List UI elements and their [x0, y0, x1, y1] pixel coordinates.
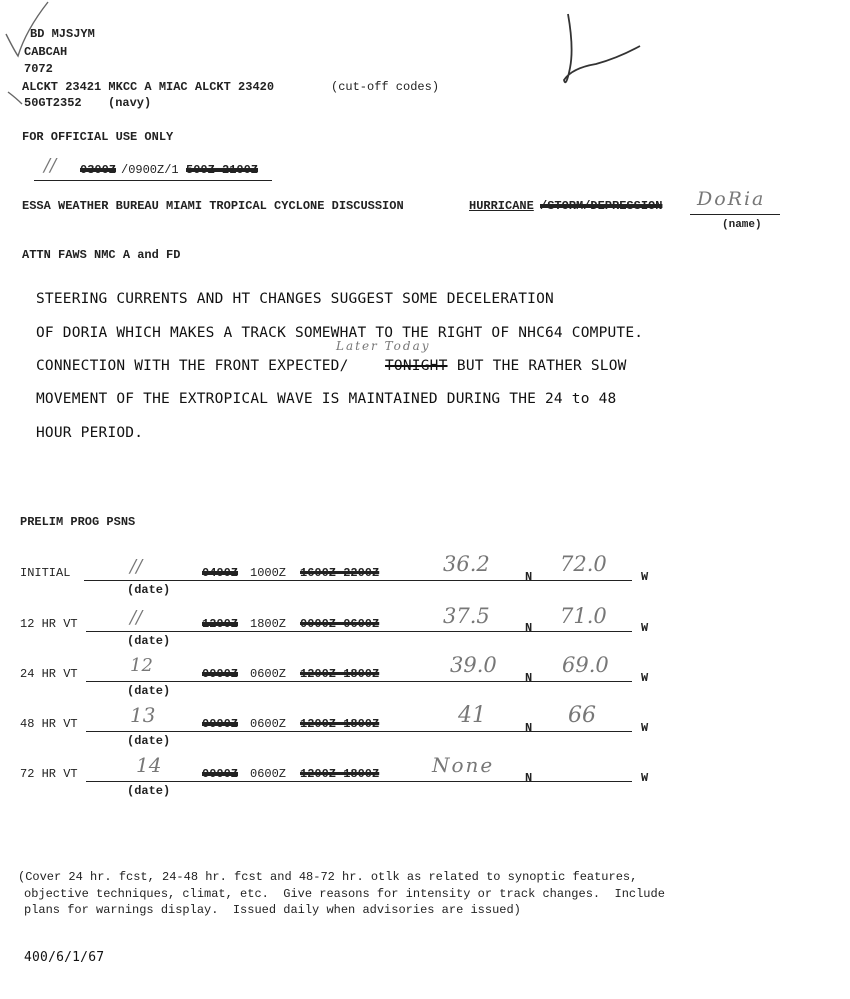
- discussion-line-4: MOVEMENT OF THE EXTROPICAL WAVE IS MAINTAINED DURING THE 24 to 48: [36, 391, 617, 407]
- row-n: N: [525, 721, 533, 735]
- discussion-line-2: OF DORIA WHICH MAKES A TRACK SOMEWHAT TO THE RIGHT OF NHC64 COMPUTE.: [36, 325, 644, 341]
- row-struck-times: 1200Z 1800Z: [300, 767, 380, 781]
- row-underline: [84, 580, 632, 581]
- header-line-4: ALCKT 23421 MKCC A MIAC ALCKT 23420: [22, 80, 275, 94]
- row-hand-date: //: [130, 607, 143, 628]
- row-struck-time: 1200Z: [202, 617, 239, 631]
- row-lon: 66: [568, 703, 596, 728]
- row-struck-times: 1200Z 1800Z: [300, 667, 380, 681]
- row-n: N: [525, 671, 533, 685]
- row-date-label: (date): [127, 734, 171, 748]
- row-hand-date: 13: [130, 703, 156, 727]
- form-number: 400/6/1/67: [24, 950, 105, 965]
- header-line-3: 7072: [24, 62, 53, 76]
- row-time: 1000Z: [250, 566, 287, 580]
- row-hand-date: 12: [130, 655, 153, 676]
- row-time: 1800Z: [250, 617, 287, 631]
- row-struck-time: 0400Z: [202, 566, 239, 580]
- row-label: INITIAL: [20, 566, 71, 580]
- row-lat: None: [432, 753, 495, 777]
- row-label: 48 HR VT: [20, 717, 78, 731]
- row-label: 12 HR VT: [20, 617, 78, 631]
- row-time: 0600Z: [250, 667, 287, 681]
- name-label: (name): [722, 219, 762, 231]
- row-underline: [86, 731, 632, 732]
- row-time: 0600Z: [250, 717, 287, 731]
- row-w: W: [641, 771, 649, 785]
- header-line-2: CABCAH: [24, 45, 68, 59]
- handwritten-insert: Later Today: [336, 339, 431, 353]
- handwritten-date: //: [44, 155, 57, 176]
- discussion-line-3b: BUT THE RATHER SLOW: [448, 358, 627, 374]
- row-hand-date: //: [130, 556, 143, 577]
- row-w: W: [641, 621, 649, 635]
- bulletin-title: ESSA WEATHER BUREAU MIAMI TROPICAL CYCLONE DISCUSSION: [22, 199, 404, 213]
- row-underline: [86, 781, 632, 782]
- row-w: W: [641, 721, 649, 735]
- row-w: W: [641, 570, 649, 584]
- row-underline: [86, 631, 632, 632]
- row-n: N: [525, 771, 533, 785]
- hurricane-label: HURRICANE: [469, 199, 534, 213]
- struck-storm-depression: /STORM/DEPRESSION: [540, 199, 663, 213]
- header-line-5: 50GT2352: [24, 96, 82, 110]
- row-lat: 37.5: [443, 604, 490, 628]
- time-mid: /0900Z/1: [121, 163, 179, 177]
- row-date-label: (date): [127, 784, 171, 798]
- row-n: N: [525, 621, 533, 635]
- footnote-line-1: (Cover 24 hr. fcst, 24-48 hr. fcst and 48-72 hr. otlk as related to synoptic features,: [18, 870, 638, 884]
- row-struck-times: 1600Z 2200Z: [300, 566, 380, 580]
- header-line-1: BD MJSJYM: [30, 27, 95, 41]
- row-struck-time: 0000Z: [202, 717, 239, 731]
- struck-time-2: 500Z 2100Z: [186, 163, 259, 177]
- cutoff-codes-label: (cut-off codes): [331, 80, 440, 94]
- prelim-title: PRELIM PROG PSNS: [20, 515, 136, 529]
- row-w: W: [641, 671, 649, 685]
- row-struck-time: 0000Z: [202, 667, 239, 681]
- discussion-line-5: HOUR PERIOD.: [36, 425, 144, 441]
- row-lon: 72.0: [560, 552, 607, 576]
- row-time: 0600Z: [250, 767, 287, 781]
- footnote-line-2: objective techniques, climat, etc. Give reasons for intensity or track changes. Include: [24, 887, 665, 901]
- row-n: N: [525, 570, 533, 584]
- navy-label: (navy): [108, 96, 152, 110]
- row-struck-time: 0000Z: [202, 767, 239, 781]
- row-date-label: (date): [127, 634, 171, 648]
- struck-tonight: TONIGHT: [385, 358, 448, 374]
- row-underline: [86, 681, 632, 682]
- attn-line: ATTN FAWS NMC A and FD: [22, 248, 181, 262]
- row-lon: 71.0: [560, 604, 607, 628]
- discussion-line-1: STEERING CURRENTS AND HT CHANGES SUGGEST SOME DECELERATION: [36, 291, 554, 307]
- times-underline: [34, 180, 272, 181]
- name-underline: [690, 214, 780, 215]
- official-use-label: FOR OFFICIAL USE ONLY: [22, 130, 174, 144]
- row-lat: 36.2: [443, 552, 490, 576]
- row-struck-times: 1200Z 1800Z: [300, 717, 380, 731]
- row-label: 72 HR VT: [20, 767, 78, 781]
- row-label: 24 HR VT: [20, 667, 78, 681]
- struck-time-1: 0300Z: [80, 163, 117, 177]
- row-lat: 39.0: [450, 653, 497, 677]
- initials-scribble: [548, 8, 648, 98]
- row-lat: 41: [458, 703, 486, 728]
- handwritten-storm-name: DoRia: [697, 188, 766, 210]
- footnote-line-3: plans for warnings display. Issued daily when advisories are issued): [24, 903, 521, 917]
- discussion-line-3: CONNECTION WITH THE FRONT EXPECTED/: [36, 358, 349, 374]
- row-date-label: (date): [127, 684, 171, 698]
- row-lon: 69.0: [562, 653, 609, 677]
- row-hand-date: 14: [136, 753, 162, 777]
- row-struck-times: 0000Z 0600Z: [300, 617, 380, 631]
- row-date-label: (date): [127, 583, 171, 597]
